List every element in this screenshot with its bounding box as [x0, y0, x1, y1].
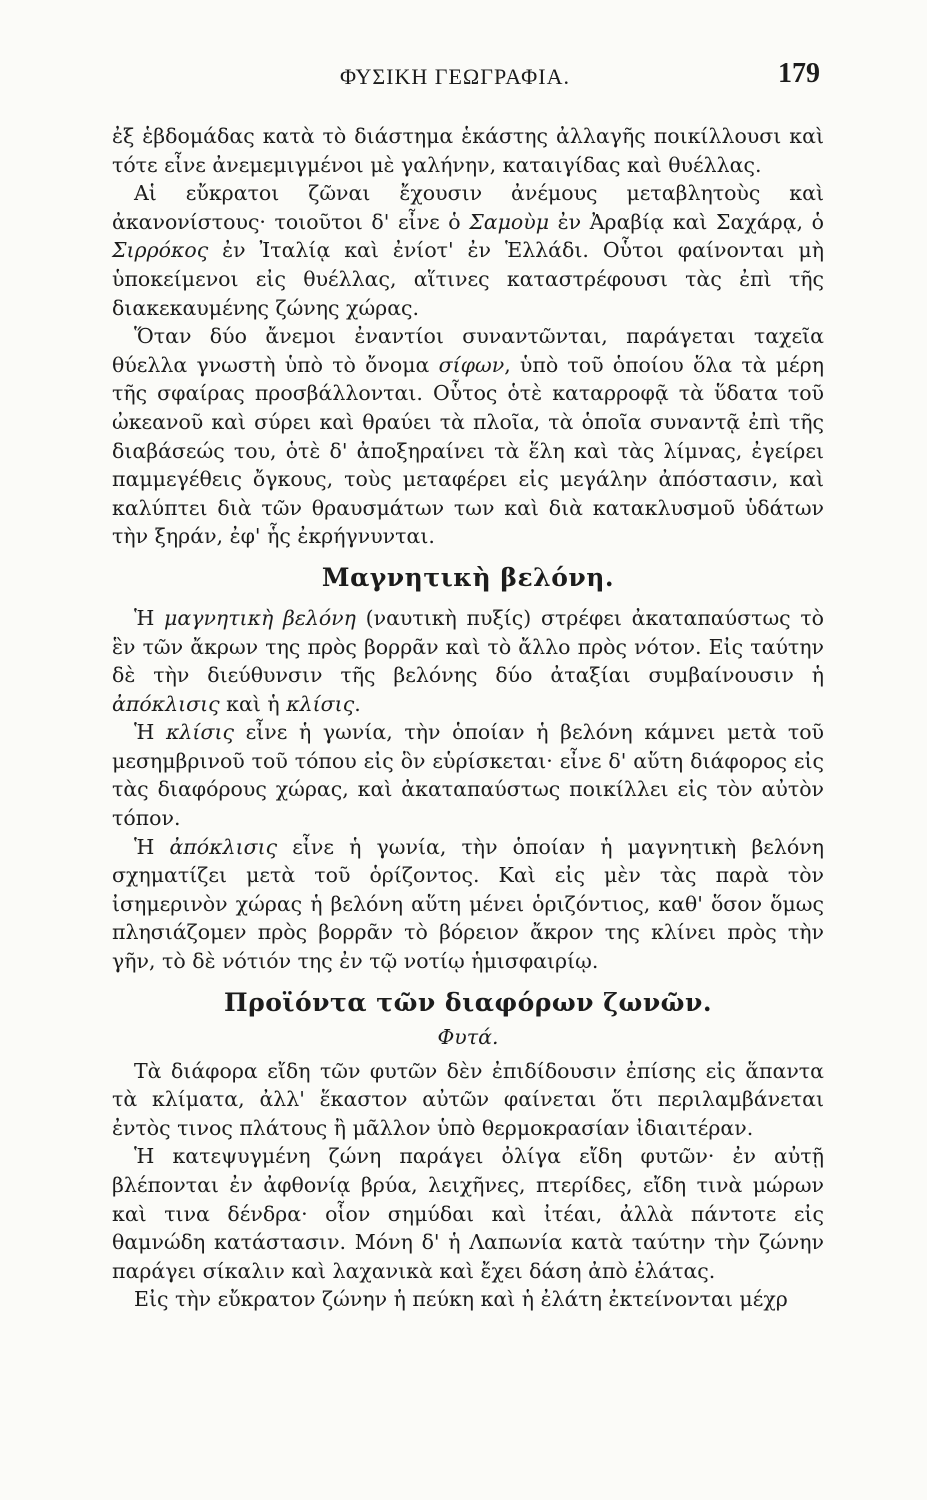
section-heading-magnetic-needle: Μαγνητικὴ βελόνη. — [321, 562, 615, 592]
running-head — [90, 58, 820, 98]
paragraph-text: Ἡ — [134, 605, 165, 630]
paragraph-text: εἶνε ἡ γωνία, τὴν ὁποίαν ἡ μαγνητικὴ βελόνη σχηματίζει μετὰ τοῦ ὁρίζοντος. Καὶ εἰς μὲν τὰς παρὰ τὸν ἰσημερινὸν χώρας ἡ βελόνη αὕτη μένει ὁριζόντιος, καθ' ὅσον ὅμως πλησιάζομεν πρὸς βορρᾶν τὸ βόρειον ἄκρον της κλίνει πρὸς τὴν γῆν, τὸ δὲ νότιόν της ἐν τῷ νοτίῳ ἡμισφαιρίῳ. — [112, 834, 824, 974]
paragraph-text: , ὑπὸ τοῦ ὁποίου ὅλα τὰ μέρη τῆς σφαίρας προσβάλλονται. Οὗτος ὁτὲ καταρροφᾷ τὰ ὕδατα τοῦ ὠκεανοῦ καὶ σύρει καὶ θραύει τὰ πλοῖα, τὰ ὁποῖα συναντᾷ ἐπὶ τῆς διαβάσεώς του, ὁτὲ δ' ἀποξηραίνει τὰ ἕλη καὶ τὰς λίμνας, ἐγείρει παμμεγέθεις ὄγκους, τοὺς μεταφέρει εἰς μεγάλην ἀπόστασιν, καὶ καλύπτει διὰ τῶν θραυσμάτων των καὶ διὰ κατακλυσμοῦ ὑδάτων τὴν ξηράν, ἐφ' ἧς ἐκρήγνυνται. — [112, 352, 824, 549]
page-number: 179 — [778, 58, 820, 89]
paragraph-plant-species — [112, 1057, 824, 1143]
paragraph-text: εἶνε ἡ γωνία, τὴν ὁποίαν ἡ βελόνη κάμνει μετὰ τοῦ μεσημβρινοῦ τοῦ τόπου εἰς ὃν εὑρίσκεται· εἶνε δ' αὕτη διάφορος εἰς τὰς διαφόρους χώρας, καὶ ἀκαταπαύστως ποικίλλει εἰς τὸν αὐτὸν τόπον. — [112, 720, 824, 831]
paragraph-frigid-zone — [112, 1142, 824, 1285]
paragraph-apoklisis — [112, 833, 824, 976]
term-magnetic-needle: μαγνητικὴ βελόνη — [164, 605, 356, 630]
running-title: ΦΥΣΙΚΗ ΓΕΩΓΡΑΦΙΑ. — [340, 64, 570, 89]
term-sirocco: Σιρρόκος — [112, 238, 209, 263]
paragraph-text: Ὅταν δύο ἄνεμοι ἐναντίοι συναντῶνται, παράγεται ταχεῖα θύελλα γνωστὴ ὑπὸ τὸ ὄνομα — [112, 324, 824, 377]
paragraph-siphon — [112, 322, 824, 551]
paragraph-text: ἐξ ἑβδομάδας κατὰ τὸ διάστημα ἑκάστης ἀλλαγῆς ποικίλλουσι καὶ τότε εἶνε ἀνεμεμιγμένοι μὲ γαλήνην, καταιγίδας καὶ θυέλλας. — [112, 124, 824, 177]
paragraph-text: (ναυτικὴ πυξίς) στρέφει ἀκαταπαύστως τὸ ἓν τῶν ἄκρων της πρὸς βορρᾶν καὶ τὸ ἄλλο πρὸς νότον. Εἰς ταύτην δὲ τὴν διεύθυνσιν τῆς βελόνης δύο ἀταξίαι συμβαίνουσιν ἡ — [112, 605, 825, 688]
paragraph-text: καὶ ἡ — [219, 691, 287, 716]
body-text — [112, 122, 824, 1314]
term-samoum: Σαμοὺμ — [469, 209, 550, 234]
paragraph-magnetic-needle — [112, 604, 824, 718]
paragraph-text: Ἡ κατεψυγμένη ζώνη παράγει ὀλίγα εἴδη φυτῶν· ἐν αὐτῇ βλέπονται ἐν ἀφθονίᾳ βρύα, λειχῆνες, πτερίδες, εἴδη τινὰ μώρων καὶ τινα δένδρα· οἷον σημύδαι καὶ ἰτέαι, ἀλλὰ πάντοτε εἰς θαμνώδη κατάστασιν. Μόνη δ' ἡ Λαπωνία κατὰ ταύτην τὴν ζώνην παράγει σίκαλιν καὶ λαχανικὰ καὶ ἔχει δάση ἀπὸ ἐλάτας. — [112, 1144, 824, 1283]
paragraph-text: Τὰ διάφορα εἴδη τῶν φυτῶν δὲν ἐπιδίδουσιν ἐπίσης εἰς ἅπαντα τὰ κλίματα, ἀλλ' ἕκαστον αὐτῶν φαίνεται ὅτι περιλαμβάνεται ἐντὸς τινος πλάτους ἢ μᾶλλον ὑπὸ θερμοκρασίαν ἰδιαιτέραν. — [112, 1058, 824, 1140]
term-klisis: κλίσις — [286, 691, 355, 716]
paragraph-temperate-zone — [112, 1285, 824, 1314]
section-heading-zone-products: Προϊόντα τῶν διαφόρων ζωνῶν. — [223, 987, 713, 1017]
paragraph-continuation — [112, 122, 824, 179]
paragraph-text: Ἡ — [134, 720, 166, 745]
term-klisis: κλίσις — [165, 720, 234, 745]
paragraph-text: . — [354, 691, 361, 716]
paragraph-klisis — [112, 718, 824, 832]
paragraph-text: ἐν Ἀραβίᾳ καὶ Σαχάρᾳ, ὁ — [549, 209, 824, 234]
term-apoklisis: ἀπόκλισις — [169, 834, 278, 859]
term-siphon: σίφων — [438, 352, 505, 377]
term-apoklisis: ἀπόκλισις — [112, 691, 220, 716]
paragraph-temperate-winds — [112, 179, 824, 322]
paragraph-text: Εἰς τὴν εὔκρατον ζώνην ἡ πεύκη καὶ ἡ ἐλάτη ἐκτείνονται μέχρ — [134, 1287, 788, 1312]
paragraph-text: ἐν Ἰταλίᾳ καὶ ἐνίοτ' ἐν Ἑλλάδι. Οὗτοι φαίνονται μὴ ὑποκείμενοι εἰς θυέλλας, αἵτινες καταστρέφουσι τὰς ἐπὶ τῆς διακεκαυμένης ζώνης χώρας. — [112, 238, 824, 320]
subheading-plants: Φυτά. — [437, 1024, 499, 1049]
paragraph-text: Ἡ — [134, 834, 170, 859]
paragraph-text: Αἱ εὔκρατοι ζῶναι ἔχουσιν ἀνέμους μεταβλητοὺς καὶ ἀκανονίστους· τοιοῦτοι δ' εἶνε ὁ — [112, 181, 824, 234]
